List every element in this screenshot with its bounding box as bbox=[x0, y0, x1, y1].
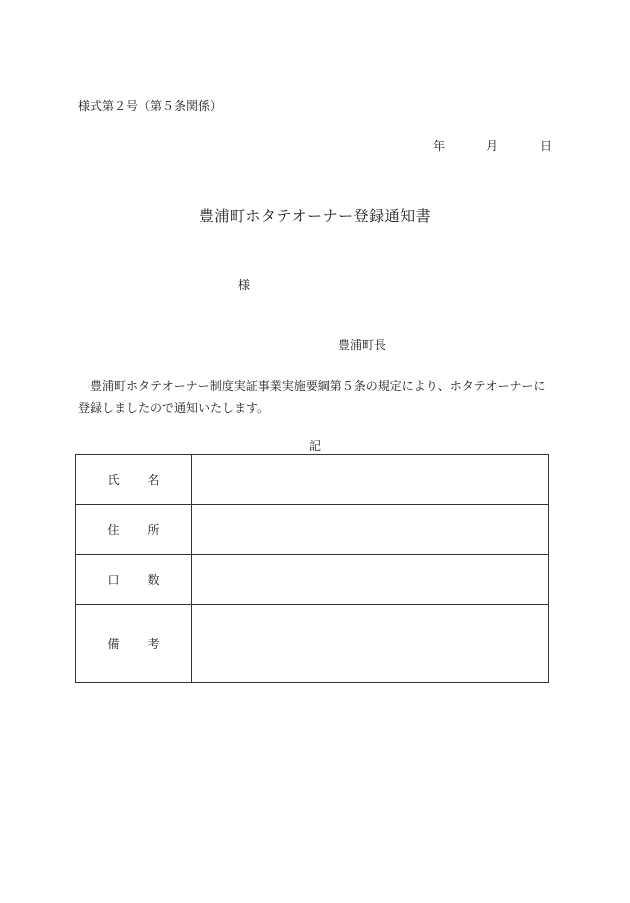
form-number: 様式第２号（第５条関係） bbox=[78, 99, 223, 113]
row-value-units bbox=[192, 555, 549, 605]
table-row bbox=[76, 505, 549, 555]
date-year-label: 年 bbox=[433, 139, 446, 153]
registration-info-table bbox=[75, 454, 549, 683]
row-label-cell bbox=[76, 505, 192, 555]
table-row bbox=[76, 605, 549, 683]
row-label-cell bbox=[76, 555, 192, 605]
row-value-address bbox=[192, 505, 549, 555]
row-label-name: 氏名 bbox=[107, 473, 188, 487]
row-label-cell bbox=[76, 605, 192, 683]
sender-name: 豊浦町長 bbox=[338, 338, 387, 352]
body-text: 豊浦町ホタテオーナー制度実証事業実施要綱第５条の規定により、ホタテオーナーに登録しましたので通知いたします。 bbox=[78, 379, 546, 415]
row-value-name bbox=[192, 455, 549, 505]
table-row bbox=[76, 455, 549, 505]
document-title: 豊浦町ホタテオーナー登録通知書 bbox=[198, 207, 432, 225]
ki-heading: 記 bbox=[308, 439, 321, 453]
row-label-cell bbox=[76, 455, 192, 505]
date-day-label: 日 bbox=[540, 139, 553, 153]
date-month-label: 月 bbox=[486, 139, 499, 153]
row-value-remarks bbox=[192, 605, 549, 683]
table-row bbox=[76, 555, 549, 605]
row-label-address: 住所 bbox=[107, 523, 188, 537]
row-label-units: 口数 bbox=[107, 573, 188, 587]
recipient-suffix: 様 bbox=[238, 278, 251, 292]
row-label-remarks: 備考 bbox=[107, 637, 188, 651]
